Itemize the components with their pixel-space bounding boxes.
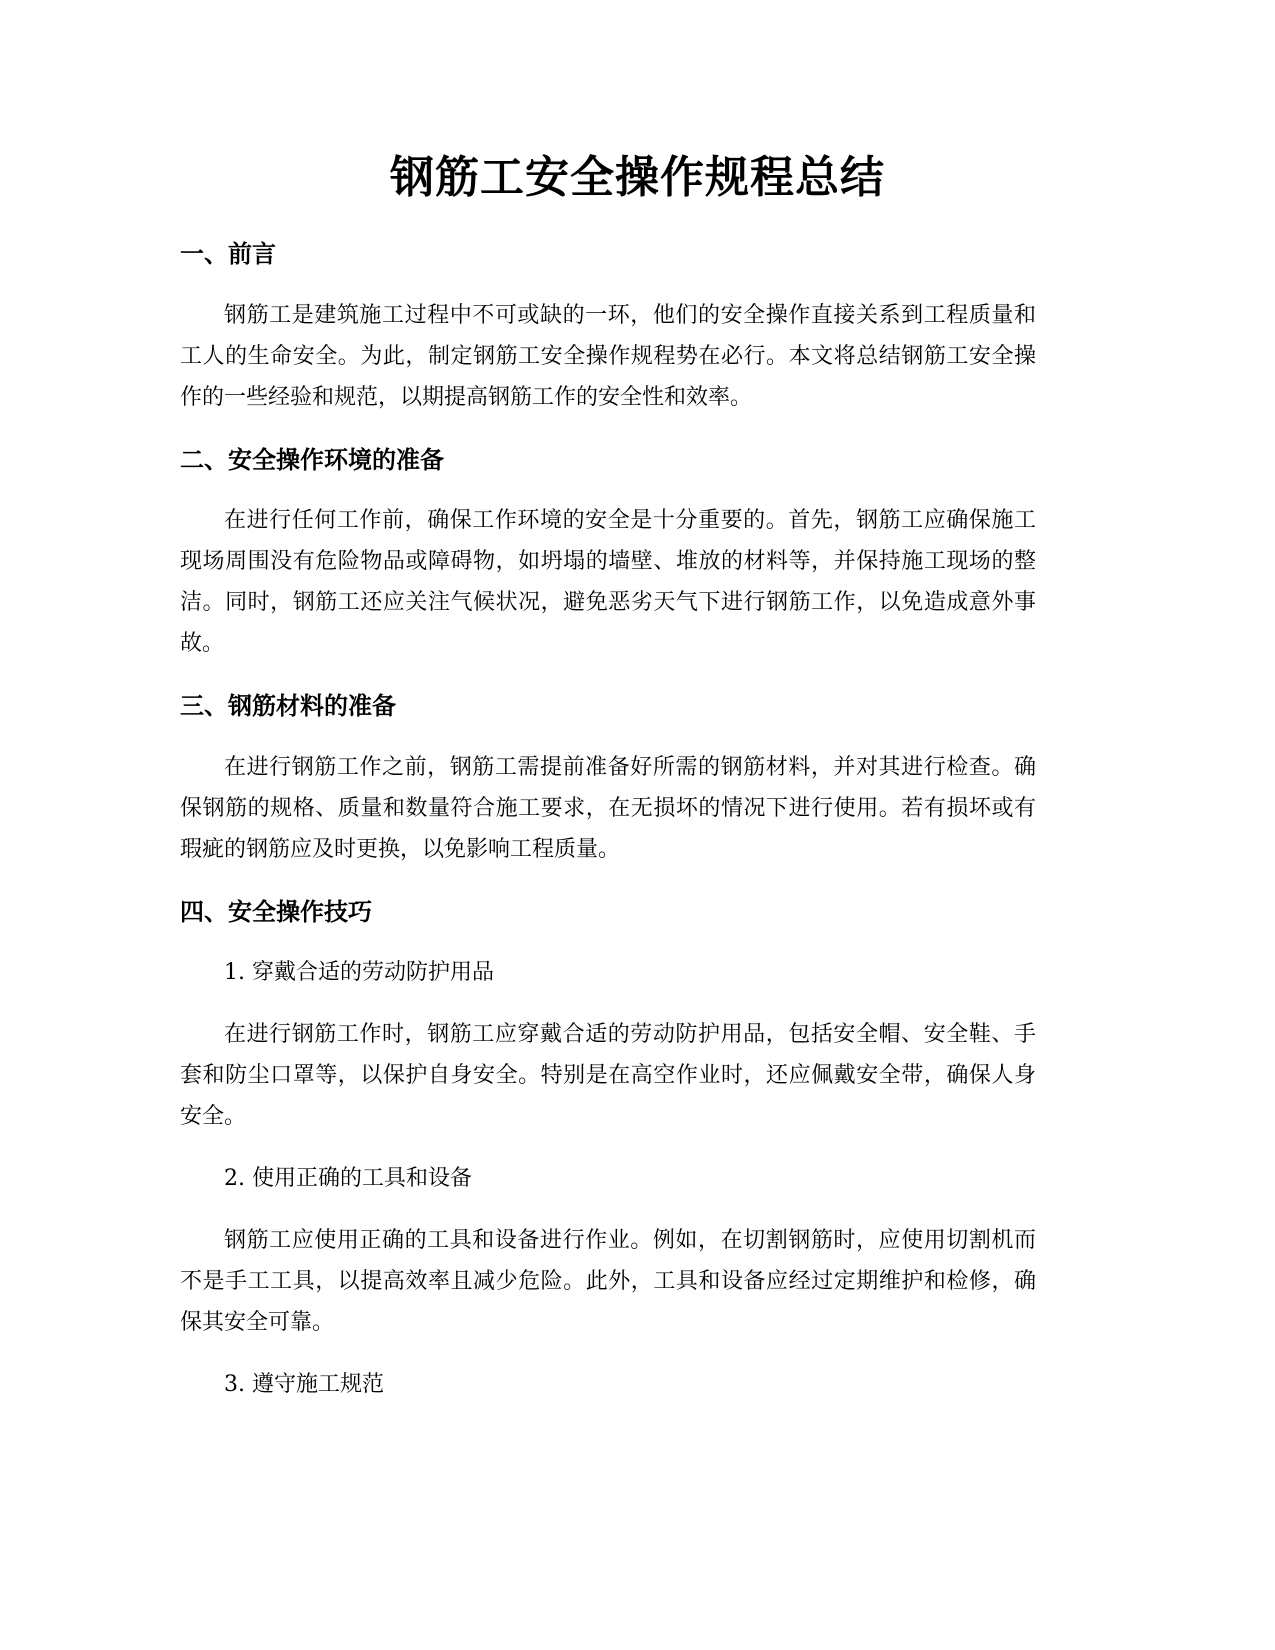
document-title: 钢筋工安全操作规程总结	[390, 152, 885, 203]
section-heading-techniques: 四、安全操作技巧	[180, 898, 372, 926]
section-heading-materials: 三、钢筋材料的准备	[180, 692, 396, 720]
section-paragraph-preface: 钢筋工是建筑施工过程中不可或缺的一环，他们的安全操作直接关系到工程质量和工人的生命安全。为此，制定钢筋工安全操作规程势在必行。本文将总结钢筋工安全操作的一些经验和规范，以期提高钢筋工作的安全性和效率。	[180, 303, 1036, 410]
list-item-label-protective-gear: 1. 穿戴合适的劳动防护用品	[224, 960, 494, 985]
section-paragraph-environment: 在进行任何工作前，确保工作环境的安全是十分重要的。首先，钢筋工应确保施工现场周围没有危险物品或障碍物，如坍塌的墙壁、堆放的材料等，并保持施工现场的整洁。同时，钢筋工还应关注气候状况，避免恶劣天气下进行钢筋工作，以免造成意外事故。	[180, 508, 1036, 656]
list-item-paragraph-tools: 钢筋工应使用正确的工具和设备进行作业。例如，在切割钢筋时，应使用切割机而不是手工工具，以提高效率且减少危险。此外，工具和设备应经过定期维护和检修，确保其安全可靠。	[180, 1228, 1036, 1335]
section-paragraph-materials: 在进行钢筋工作之前，钢筋工需提前准备好所需的钢筋材料，并对其进行检查。确保钢筋的规格、质量和数量符合施工要求，在无损坏的情况下进行使用。若有损坏或有瑕疵的钢筋应及时更换，以免影响工程质量。	[180, 755, 1036, 862]
list-item-paragraph-protective-gear: 在进行钢筋工作时，钢筋工应穿戴合适的劳动防护用品，包括安全帽、安全鞋、手套和防尘口罩等，以保护自身安全。特别是在高空作业时，还应佩戴安全带，确保人身安全。	[180, 1022, 1036, 1129]
section-heading-environment: 二、安全操作环境的准备	[180, 446, 444, 474]
list-item-label-tools: 2. 使用正确的工具和设备	[224, 1166, 472, 1191]
list-item-label-regulations: 3. 遵守施工规范	[224, 1372, 384, 1397]
section-heading-preface: 一、前言	[180, 240, 276, 268]
